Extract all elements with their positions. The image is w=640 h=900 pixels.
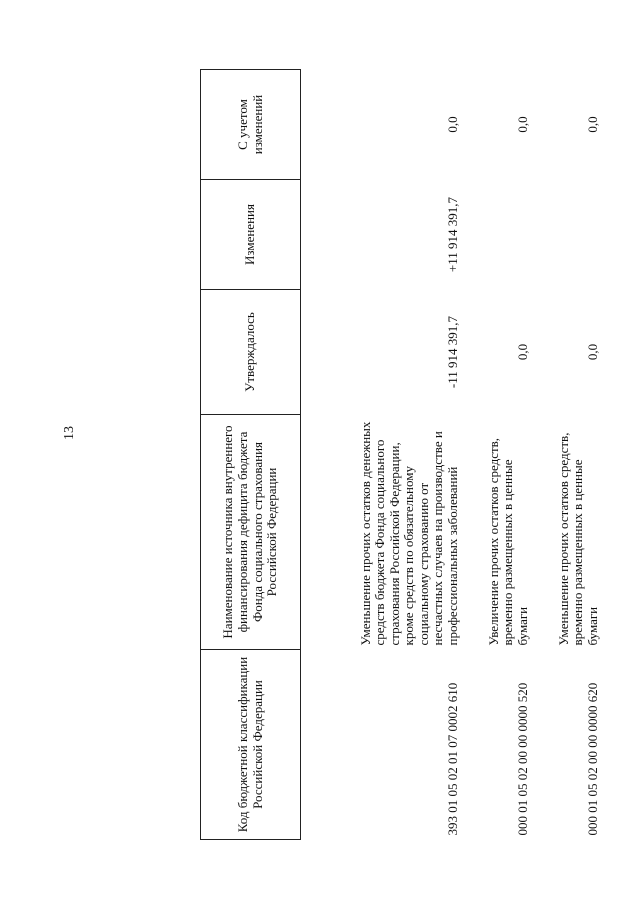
page-number: 13 [62, 426, 77, 440]
header-name: Наименование источника внутреннего финансирования дефицита бюджета Фонда социального страхования Российской Федерации [201, 415, 301, 650]
row-name: Уменьшение прочих остатков средств, временно размещенных в ценные бумаги [555, 432, 600, 646]
row-changes: +11 914 391,7 [444, 196, 460, 273]
table-row [301, 70, 461, 840]
header-code: Код бюджетной классификации Российской Федерации [201, 650, 301, 840]
row-approved: 0,0 [584, 343, 600, 361]
row-with-changes: 0,0 [584, 116, 600, 133]
table-row [461, 70, 531, 840]
row-name: Увеличение прочих остатков средств, временно размещенных в ценные бумаги [485, 437, 530, 646]
row-approved: -11 914 391,7 [444, 315, 460, 389]
row-changes [531, 180, 601, 290]
row-code: 000 01 05 02 00 00 0000 620 [584, 682, 600, 836]
table-row [531, 70, 601, 840]
header-with-changes: С учетом изменений [201, 70, 301, 180]
table-header-row [201, 70, 301, 840]
row-name: Уменьшение прочих остатков денежных средств бюджета Фонда социального страхования Российской Федерации, кроме средств по обязательному социальному страхованию от несчастных случаев на производстве и профессиональных заболеваний [357, 421, 460, 646]
row-code: 393 01 05 02 01 07 0002 610 [444, 682, 460, 836]
header-approved: Утверждалось [201, 290, 301, 415]
row-with-changes: 0,0 [444, 116, 460, 133]
header-changes: Изменения [201, 180, 301, 290]
row-approved: 0,0 [514, 343, 530, 361]
row-code: 000 01 05 02 00 00 0000 520 [514, 682, 530, 836]
row-changes [461, 180, 531, 290]
budget-sources-table [200, 69, 601, 840]
row-with-changes: 0,0 [514, 116, 530, 133]
